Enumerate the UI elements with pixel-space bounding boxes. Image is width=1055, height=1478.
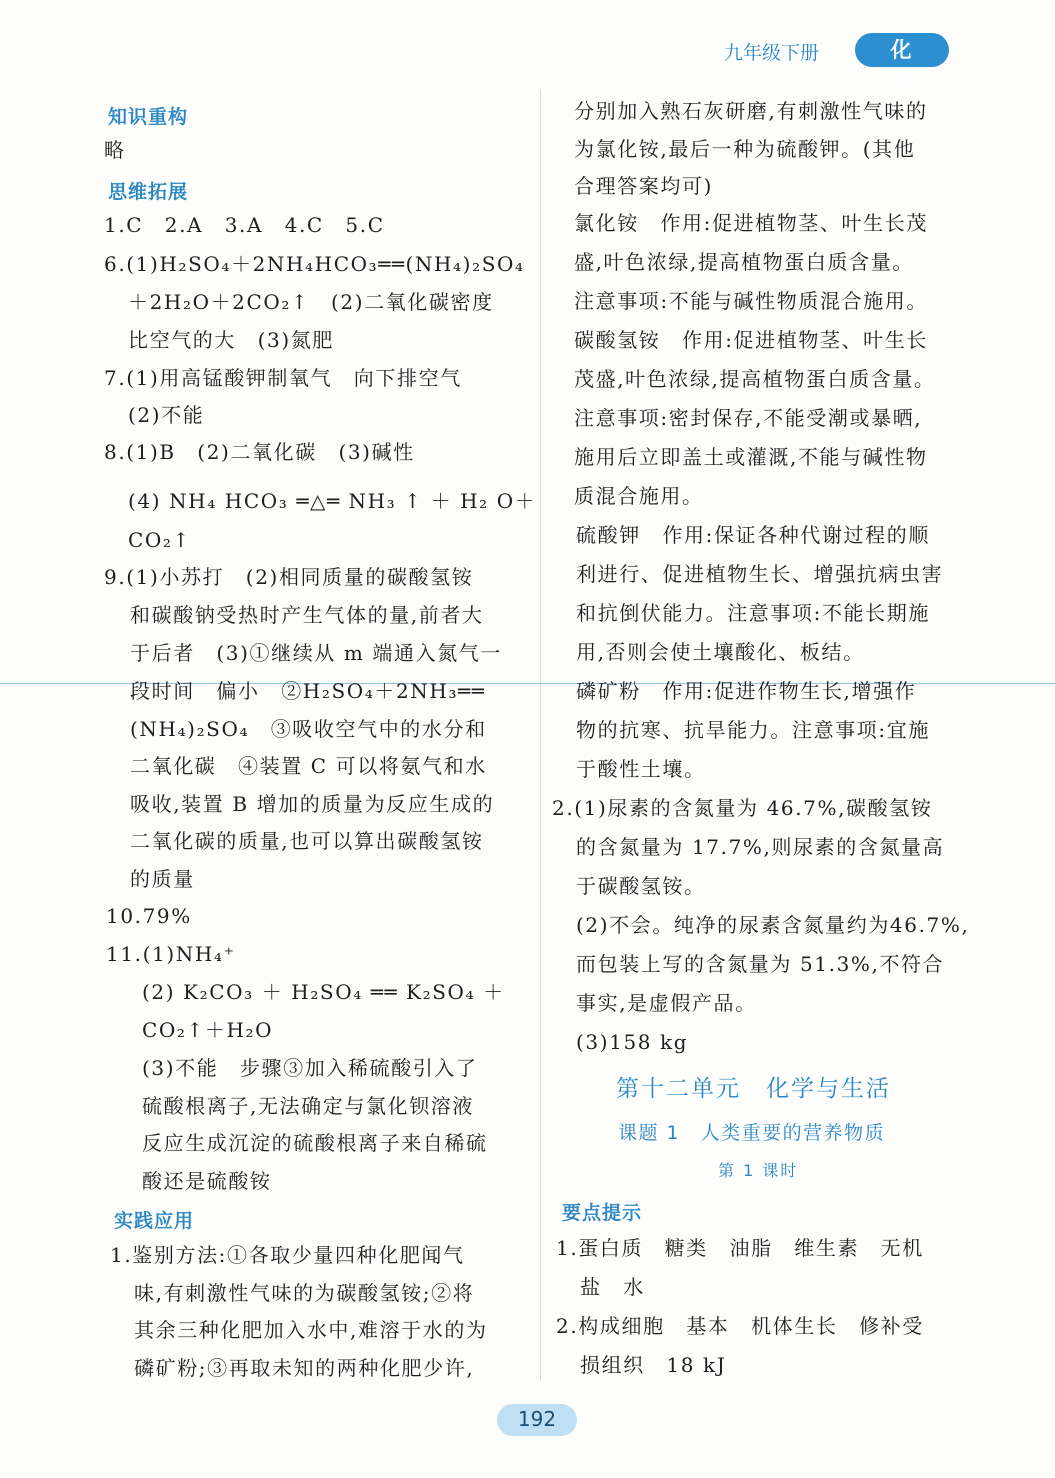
answer-line: CO₂↑＋H₂O — [142, 1018, 274, 1042]
answer-line: (3)不能 步骤③加入稀硫酸引入了 — [142, 1056, 478, 1080]
unit-title: 第十二单元 化学与生活 — [616, 1076, 891, 1102]
answer-line: 为氯化铵,最后一种为硫酸钾。(其他 — [574, 137, 916, 161]
answer-line: 其余三种化肥加入水中,难溶于水的为 — [134, 1318, 488, 1342]
answer-line: (2)不会。纯净的尿素含氮量约为46.7%, — [576, 913, 970, 937]
answer-line: 利进行、促进植物生长、增强抗病虫害 — [576, 562, 944, 586]
answer-line: 用,否则会使土壤酸化、板结。 — [576, 640, 865, 664]
answer-line: 事实,是虚假产品。 — [576, 991, 757, 1015]
answer-line: 而包装上写的含氮量为 51.3%,不符合 — [576, 952, 945, 976]
answer-line: 于碳酸氢铵。 — [576, 874, 706, 898]
answer-line: 合理答案均可) — [574, 174, 714, 198]
answer-line: 氯化铵 作用:促进植物茎、叶生长茂 — [574, 211, 928, 235]
period-label: 第 1 课时 — [718, 1161, 799, 1180]
page-number-badge — [497, 1404, 577, 1436]
page-number: 192 — [517, 1407, 557, 1431]
answer-line: 磷矿粉 作用:促进作物生长,增强作 — [576, 679, 917, 703]
answer-line: 二氧化碳 ④装置 C 可以将氨气和水 — [130, 754, 487, 778]
answer-line: 9.(1)小苏打 (2)相同质量的碳酸氢铵 — [104, 565, 474, 589]
section-heading-points: 要点提示 — [562, 1202, 643, 1224]
answer-line: 注意事项:不能与碱性物质混合施用。 — [574, 289, 928, 313]
answer-line: 于后者 (3)①继续从 m 端通入氮气一 — [130, 641, 503, 665]
answer-line: 1.鉴别方法:①各取少量四种化肥闻气 — [110, 1243, 465, 1267]
answer-line: 的含氮量为 17.7%,则尿素的含氮量高 — [576, 835, 945, 859]
answer-line: 反应生成沉淀的硫酸根离子来自稀硫 — [142, 1131, 488, 1155]
grade-label: 九年级下册 — [724, 42, 820, 64]
answer-line: 2.构成细胞 基本 机体生长 修补受 — [556, 1314, 924, 1338]
answer-line: 质混合施用。 — [574, 484, 704, 508]
lesson-title: 课题 1 人类重要的营养物质 — [618, 1122, 886, 1144]
answer-line: 盐 水 — [580, 1275, 645, 1299]
answer-line: 磷矿粉;③再取未知的两种化肥少许, — [134, 1356, 475, 1380]
answer-line: 1.蛋白质 糖类 油脂 维生素 无机 — [556, 1236, 924, 1260]
answer-line: 损组织 18 kJ — [580, 1353, 727, 1377]
answer-line: 6.(1)H₂SO₄＋2NH₄HCO₃══(NH₄)₂SO₄ — [104, 252, 525, 276]
section-heading-knowledge: 知识重构 — [108, 106, 189, 128]
answer-line: (NH₄)₂SO₄ ③吸收空气中的水分和 — [130, 717, 487, 741]
answer-line: 硫酸根离子,无法确定与氯化钡溶液 — [142, 1094, 474, 1118]
answer-line: 1.C 2.A 3.A 4.C 5.C — [104, 213, 385, 237]
answer-line: (2) K₂CO₃ ＋ H₂SO₄ ══ K₂SO₄ ＋ — [142, 980, 505, 1004]
answer-line: 碳酸氢铵 作用:促进植物茎、叶生长 — [574, 328, 928, 352]
answer-line: 段时间 偏小 ②H₂SO₄＋2NH₃══ — [130, 679, 486, 703]
answer-line: 盛,叶色浓绿,提高植物蛋白质含量。 — [574, 250, 914, 274]
answer-line: 吸收,装置 B 增加的质量为反应生成的 — [130, 792, 495, 816]
answer-line: ＋2H₂O＋2CO₂↑ (2)二氧化碳密度 — [128, 290, 494, 314]
answer-line: (2)不能 — [128, 403, 205, 427]
answer-line: 味,有刺激性气味的为碳酸氢铵;②将 — [134, 1281, 475, 1305]
section-heading-practice: 实践应用 — [114, 1210, 195, 1232]
answer-line: (4) NH₄ HCO₃ ═△═ NH₃ ↑ ＋ H₂ O＋ — [128, 489, 537, 513]
answer-line: 于酸性土壤。 — [576, 757, 706, 781]
section-heading-thinking: 思维拓展 — [108, 181, 189, 203]
answer-line: 和碳酸钠受热时产生气体的量,前者大 — [130, 603, 484, 627]
answer-line: 分别加入熟石灰研磨,有刺激性气味的 — [574, 99, 928, 123]
answer-line: 比空气的大 (3)氮肥 — [128, 328, 334, 352]
answer-line: 8.(1)B (2)二氧化碳 (3)碱性 — [104, 440, 415, 464]
answer-line: 11.(1)NH₄⁺ — [106, 942, 236, 966]
answer-line: 硫酸钾 作用:保证各种代谢过程的顺 — [576, 523, 930, 547]
knowledge-text: 略 — [104, 138, 126, 162]
answer-line: 注意事项:密封保存,不能受潮或暴晒, — [574, 406, 923, 430]
subject-badge: 化 学 — [855, 33, 949, 67]
answer-line: 酸还是硫酸铵 — [142, 1169, 272, 1193]
answer-line: 茂盛,叶色浓绿,提高植物蛋白质含量。 — [574, 367, 936, 391]
answer-line: 和抗倒伏能力。注意事项:不能长期施 — [576, 601, 930, 625]
answer-line: CO₂↑ — [128, 528, 191, 552]
answer-line: 2.(1)尿素的含氮量为 46.7%,碳酸氢铵 — [552, 796, 933, 820]
answer-line: 二氧化碳的质量,也可以算出碳酸氢铵 — [130, 829, 484, 853]
column-divider — [540, 90, 541, 1380]
answer-line: 的质量 — [130, 867, 195, 891]
answer-line: 7.(1)用高锰酸钾制氧气 向下排空气 — [104, 366, 462, 390]
answer-line: 10.79% — [106, 904, 192, 928]
answer-line: (3)158 kg — [576, 1030, 689, 1054]
answer-line: 施用后立即盖土或灌溉,不能与碱性物 — [574, 445, 928, 469]
answer-line: 物的抗寒、抗旱能力。注意事项:宜施 — [576, 718, 930, 742]
